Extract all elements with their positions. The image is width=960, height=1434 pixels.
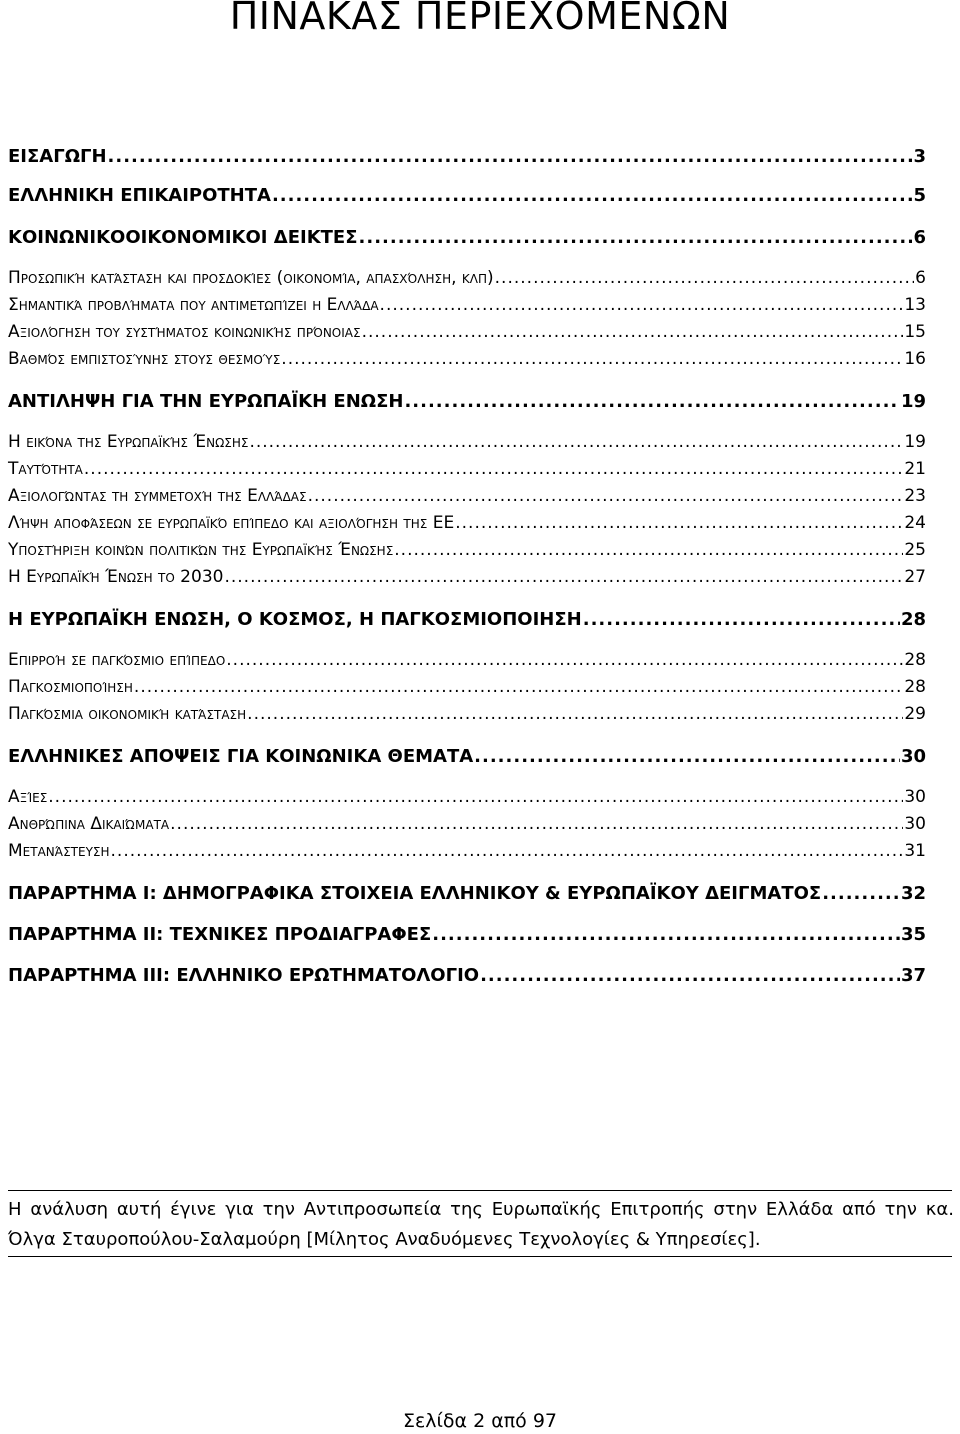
note-bottom-rule [8, 1256, 952, 1257]
toc-entry-title: ΑΝΤΙΛΗΨΗ ΓΙΑ ΤΗΝ ΕΥΡΩΠΑΪΚΗ ΕΝΩΣΗ [8, 391, 404, 412]
toc-entry-title: Μετανάστευση [8, 841, 110, 861]
toc-entry[interactable] [8, 486, 926, 506]
toc-entry[interactable] [8, 185, 926, 206]
toc-entry-title: ΠΑΡΑΡΤΗΜΑ ΙΙΙ: ΕΛΛΗΝΙΚΟ ΕΡΩΤΗΜΑΤΟΛΟΓΙΟ [8, 965, 480, 986]
toc-entry-page: 35 [900, 924, 926, 945]
toc-entry-title: Ταυτότητα [8, 459, 83, 479]
toc-dot-leader [822, 883, 900, 904]
toc-dot-leader [394, 540, 903, 560]
toc-entry[interactable] [8, 227, 926, 248]
toc-entry[interactable] [8, 704, 926, 724]
toc-dot-leader [455, 513, 903, 533]
toc-dot-leader [308, 486, 904, 506]
toc-entry[interactable] [8, 391, 926, 412]
toc-entry-page: 5 [913, 185, 926, 206]
toc-entry[interactable] [8, 322, 926, 342]
toc-entry-title: ΕΛΛΗΝΙΚΗ ΕΠΙΚΑΙΡΟΤΗΤΑ [8, 185, 271, 206]
toc-entry[interactable] [8, 814, 926, 834]
toc-entry-title: Σημαντικά προβλήματα που αντιμετωπίζει η Ελλάδα [8, 295, 379, 315]
toc-dot-leader [583, 609, 900, 630]
page-title: ΠΙΝΑΚΑΣ ΠΕΡΙΕΧΟΜΕΝΩΝ [229, 0, 731, 38]
toc-entry-title: Αξιολόγηση του συστήματος κοινωνικής πρόνοιας [8, 322, 361, 342]
toc-dot-leader [249, 432, 903, 452]
toc-entry[interactable] [8, 650, 926, 670]
toc-entry-page: 19 [900, 391, 926, 412]
toc-entry-page: 28 [900, 609, 926, 630]
toc-dot-leader [134, 677, 903, 697]
toc-entry-page: 19 [904, 432, 926, 452]
toc-dot-leader [84, 459, 903, 479]
toc-entry-page: 30 [900, 746, 926, 767]
toc-entry[interactable] [8, 295, 926, 315]
toc-entry[interactable] [8, 540, 926, 560]
toc-dot-leader [495, 268, 915, 288]
prepared-by-note: Η ανάλυση αυτή έγινε για την Αντιπροσωπεία της Ευρωπαϊκής Επιτροπής στην Ελλάδα από την κα. Όλγα Σταυροπούλου-Σαλαμούρη [Μίλητος Αναδυόμενες Τεχνολογίες & Υπηρεσίες]. [8, 1199, 954, 1250]
toc-entry-page: 30 [904, 814, 926, 834]
toc-entry[interactable] [8, 432, 926, 452]
toc-entry-title: Η εικόνα της Ευρωπαϊκής Ένωσης [8, 432, 249, 452]
toc-entry[interactable] [8, 146, 926, 167]
toc-dot-leader [362, 322, 904, 342]
toc-entry-page: 3 [913, 146, 926, 167]
toc-entry[interactable] [8, 513, 926, 533]
toc-entry-title: Αξιολογώντας τη συμμετοχή της Ελλάδας [8, 486, 307, 506]
toc-entry-page: 16 [904, 349, 926, 369]
toc-entry-title: Λήψη αποφάσεων σε ευρωπαϊκό επίπεδο και αξιολόγηση της ΕΕ [8, 513, 455, 533]
toc-entry[interactable] [8, 677, 926, 697]
toc-entry-title: ΕΛΛΗΝΙΚΕΣ ΑΠΟΨΕΙΣ ΓΙΑ ΚΟΙΝΩΝΙΚΑ ΘΕΜΑΤΑ [8, 746, 474, 767]
toc-entry-title: Αξίες [8, 787, 48, 807]
toc-entry-page: 28 [904, 677, 926, 697]
toc-entry[interactable] [8, 924, 926, 945]
toc-entry-title: ΚΟΙΝΩΝΙΚΟΟΙΚΟΝΟΜΙΚΟΙ ΔΕΙΚΤΕΣ [8, 227, 358, 248]
toc-entry-page: 27 [904, 567, 926, 587]
toc-entry-title: Ανθρώπινα Δικαιώματα [8, 814, 170, 834]
note-top-rule [8, 1190, 952, 1191]
toc-entry-title: ΠΑΡΑΡΤΗΜΑ Ι: ΔΗΜΟΓΡΑΦΙΚΑ ΣΤΟΙΧΕΙΑ ΕΛΛΗΝΙΚΟΥ & ΕΥΡΩΠΑΪΚΟΥ ΔΕΙΓΜΑΤΟΣ [8, 883, 822, 904]
toc-entry-title: Η Ευρωπαϊκή Ένωση το 2030 [8, 567, 224, 587]
toc-entry-page: 25 [904, 540, 926, 560]
toc-entry-title: Υποστήριξη κοινών πολιτικών της Ευρωπαϊκής Ένωσης [8, 540, 394, 560]
toc-entry-page: 31 [904, 841, 926, 861]
toc-entry-page: 24 [904, 513, 926, 533]
toc-dot-leader [247, 704, 903, 724]
toc-entry-page: 6 [915, 268, 926, 288]
toc-entry-title: Παγκόσμια οικονομική κατάσταση [8, 704, 247, 724]
toc-entry-title: Παγκοσμιοποίηση [8, 677, 133, 697]
toc-dot-leader [404, 391, 899, 412]
toc-entry[interactable] [8, 746, 926, 767]
toc-entry[interactable] [8, 567, 926, 587]
toc-entry[interactable] [8, 841, 926, 861]
toc-entry-page: 21 [904, 459, 926, 479]
toc-entry-page: 29 [904, 704, 926, 724]
toc-entry-title: Η ΕΥΡΩΠΑΪΚΗ ΕΝΩΣΗ, Ο ΚΟΣΜΟΣ, Η ΠΑΓΚΟΣΜΙΟΠΟΙΗΣΗ [8, 609, 582, 630]
toc-dot-leader [380, 295, 904, 315]
toc-entry[interactable] [8, 268, 926, 288]
toc-entry-page: 30 [904, 787, 926, 807]
toc-entry-title: Βαθμός εμπιστοσύνης στους θεσμούς [8, 349, 281, 369]
toc-entry-title: Επιρροή σε παγκόσμιο επίπεδο [8, 650, 226, 670]
toc-entry-page: 28 [904, 650, 926, 670]
toc-dot-leader [111, 841, 904, 861]
toc-entry[interactable] [8, 883, 926, 904]
toc-entry-title: ΠΑΡΑΡΤΗΜΑ ΙΙ: ΤΕΧΝΙΚΕΣ ΠΡΟΔΙΑΓΡΑΦΕΣ [8, 924, 432, 945]
toc-dot-leader [108, 146, 913, 167]
toc-dot-leader [272, 185, 913, 206]
toc-entry-page: 13 [904, 295, 926, 315]
toc-entry-page: 23 [904, 486, 926, 506]
toc-entry-title: ΕΙΣΑΓΩΓΗ [8, 146, 107, 167]
toc-dot-leader [170, 814, 903, 834]
toc-entry-page: 15 [904, 322, 926, 342]
toc-dot-leader [226, 650, 903, 670]
toc-dot-leader [432, 924, 900, 945]
toc-entry[interactable] [8, 349, 926, 369]
toc-entry-page: 37 [900, 965, 926, 986]
toc-entry[interactable] [8, 609, 926, 630]
toc-entry-page: 6 [913, 227, 926, 248]
toc-entry-title: Προσωπική κατάσταση και προσδοκίες (οικονομία, απασχόληση, κλπ) [8, 268, 494, 288]
toc-dot-leader [48, 787, 903, 807]
toc-dot-leader [480, 965, 900, 986]
toc-entry[interactable] [8, 965, 926, 986]
toc-dot-leader [474, 746, 900, 767]
page-number-footer: Σελίδα 2 από 97 [402, 1410, 558, 1432]
toc-dot-leader [281, 349, 903, 369]
toc-dot-leader [224, 567, 903, 587]
toc-entry-page: 32 [900, 883, 926, 904]
toc-entry[interactable] [8, 459, 926, 479]
toc-dot-leader [359, 227, 913, 248]
toc-entry[interactable] [8, 787, 926, 807]
